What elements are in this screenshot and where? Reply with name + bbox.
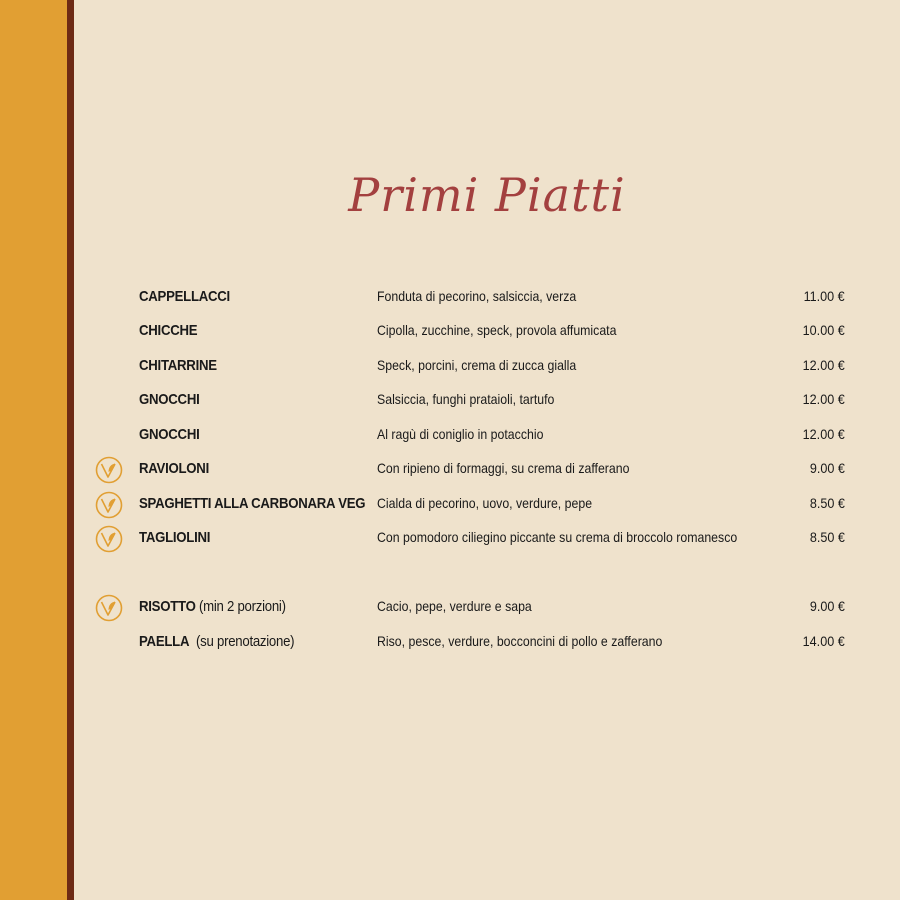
dish-note: (su prenotazione) <box>189 633 295 650</box>
dish-name-text: GNOCCHI <box>139 391 200 408</box>
menu-item <box>90 490 850 520</box>
dish-name-text: GNOCCHI <box>139 426 200 443</box>
dish-name <box>139 288 230 305</box>
dish-name-text: TAGLIOLINI <box>139 529 211 546</box>
dish-price: 12.00 € <box>802 426 845 442</box>
dish-name-text: CHITARRINE <box>139 357 217 374</box>
dish-name <box>139 529 210 546</box>
dish-name <box>139 495 365 512</box>
menu-item <box>90 352 850 382</box>
vegetarian-icon <box>95 594 123 622</box>
dish-price: 11.00 € <box>803 288 845 304</box>
menu-item <box>90 455 850 485</box>
vegetarian-icon <box>95 491 123 519</box>
dish-price: 12.00 € <box>802 357 845 373</box>
dish-description: Cialda di pecorino, uovo, verdure, pepe <box>377 495 593 511</box>
dish-name-text: RAVIOLONI <box>139 460 209 477</box>
dish-description: Con pomodoro ciliegino piccante su crema di broccolo romanesco <box>377 529 738 545</box>
vegetarian-icon <box>95 456 123 484</box>
menu-item <box>90 593 850 623</box>
vegetarian-icon <box>95 525 123 553</box>
dish-name <box>139 633 294 650</box>
dish-price: 10.00 € <box>802 322 845 338</box>
dish-description: Salsiccia, funghi prataioli, tartufo <box>377 391 555 407</box>
dish-price: 8.50 € <box>809 529 845 545</box>
dish-name <box>139 598 286 615</box>
menu-item <box>90 283 850 313</box>
dish-name <box>139 426 199 443</box>
page-title: Primi Piatti <box>348 168 626 222</box>
dish-description: Cipolla, zucchine, speck, provola affumicata <box>377 322 617 338</box>
dish-note: (min 2 porzioni) <box>195 598 286 615</box>
dish-description: Riso, pesce, verdure, bocconcini di pollo e zafferano <box>377 633 663 649</box>
menu-item <box>90 386 850 416</box>
dish-price: 9.00 € <box>809 460 845 476</box>
dish-price: 8.50 € <box>809 495 845 511</box>
dish-name-text: SPAGHETTI ALLA CARBONARA VEG <box>139 495 366 512</box>
dish-name-text: RISOTTO <box>139 598 196 615</box>
dish-description: Con ripieno di formaggi, su crema di zafferano <box>377 460 630 476</box>
dish-price: 12.00 € <box>802 391 845 407</box>
dish-price: 14.00 € <box>802 633 845 649</box>
dish-name-text: CAPPELLACCI <box>139 288 230 305</box>
dish-name <box>139 391 199 408</box>
dish-name-text: CHICCHE <box>139 322 198 339</box>
dish-price: 9.00 € <box>809 598 845 614</box>
dish-name <box>139 357 217 374</box>
menu-item <box>90 421 850 451</box>
dish-name <box>139 322 197 339</box>
dish-description: Cacio, pepe, verdure e sapa <box>377 598 532 614</box>
dish-description: Speck, porcini, crema di zucca gialla <box>377 357 577 373</box>
dish-description: Fonduta di pecorino, salsiccia, verza <box>377 288 577 304</box>
menu-item <box>90 317 850 347</box>
menu-item <box>90 628 850 658</box>
dish-name <box>139 460 209 477</box>
dish-description: Al ragù di coniglio in potacchio <box>377 426 544 442</box>
dish-name-text: PAELLA <box>139 633 190 650</box>
menu-item <box>90 524 850 554</box>
